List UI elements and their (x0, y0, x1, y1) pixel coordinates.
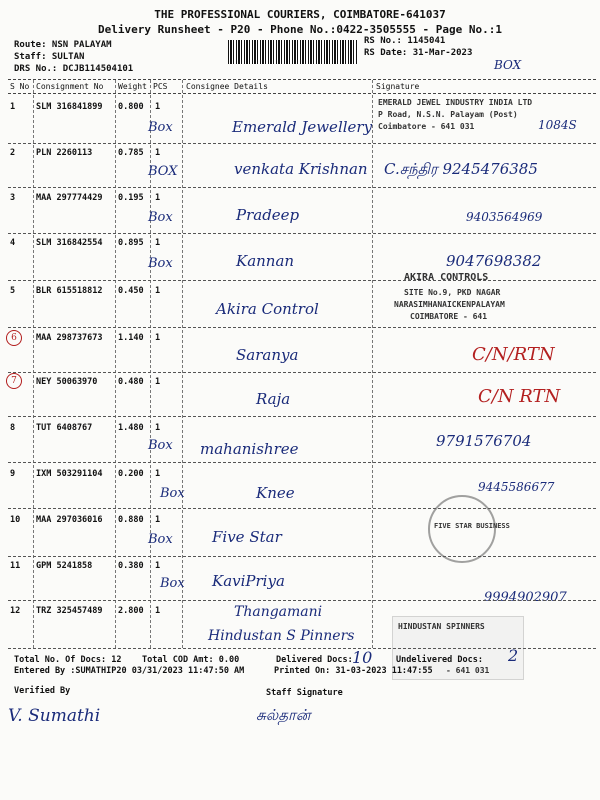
row-divider (8, 416, 596, 417)
printed-on: Printed On: 31-03-2023 11:47:55 (274, 666, 433, 676)
row-consignee: Saranya (236, 346, 299, 364)
row-sno: 1 (10, 102, 16, 112)
row-pcs: 1 (155, 606, 161, 616)
total-cod: Total COD Amt: 0.00 (142, 655, 240, 665)
header-top-rule (8, 79, 596, 80)
stamp-hindustan: HINDUSTAN SPINNERS (398, 622, 485, 631)
staff: Staff: SULTAN (14, 52, 85, 62)
row-consignment: IXM 503291104 (36, 469, 103, 479)
row-pcs: 1 (155, 423, 161, 433)
staff-signature-label: Staff Signature (266, 688, 343, 698)
row-consignee: Pradeep (236, 206, 300, 224)
col-weight: Weight (118, 82, 147, 91)
stamp-fivestar: FIVE STAR BUSINESS (434, 522, 510, 530)
row-signature: 1084S (538, 118, 577, 132)
row-pcs: 1 (155, 286, 161, 296)
stamp-akira: COIMBATORE - 641 (410, 312, 488, 321)
row-consignment: MAA 297036016 (36, 515, 103, 525)
row-box-note: Box (148, 532, 173, 547)
row-consignment: PLN 2260113 (36, 148, 93, 158)
row-signature: C.சந்திர 9245476385 (384, 160, 538, 178)
stamp-akira: SITE No.9, PKD NAGAR (404, 288, 501, 297)
row-weight: 0.450 (118, 286, 144, 296)
row-weight: 0.195 (118, 193, 144, 203)
row-consignment: TUT 6408767 (36, 423, 93, 433)
undelivered-docs-hand: 2 (508, 646, 519, 665)
row-consignment: TRZ 325457489 (36, 606, 103, 616)
delivered-docs-hand: 10 (352, 648, 373, 667)
row-divider (8, 143, 596, 144)
row-circle-mark: 7 (6, 373, 22, 389)
row-weight: 0.880 (118, 515, 144, 525)
row-pcs: 1 (155, 193, 161, 203)
row-divider (8, 233, 596, 234)
row-divider (8, 462, 596, 463)
row-sno: 2 (10, 148, 16, 158)
row-sno: 11 (10, 561, 21, 571)
row-consignee: Knee (256, 484, 295, 502)
row-pcs: 1 (155, 333, 161, 343)
row-consignee: Kannan (236, 252, 295, 270)
row-consignee: Akira Control (216, 300, 319, 318)
row-pcs: 1 (155, 515, 161, 525)
runsheet-subtitle: Delivery Runsheet - P20 - Phone No.:0422-3505555 - Page No.:1 (98, 23, 502, 36)
row-pcs: 1 (155, 148, 161, 158)
col-divider (182, 80, 183, 648)
row-signature: 9047698382 (446, 252, 542, 270)
row-box-note: Box (148, 256, 173, 271)
row-signature: 9994902907 (484, 590, 567, 605)
row-box-note: Box (148, 438, 173, 453)
row-weight: 0.200 (118, 469, 144, 479)
route: Route: NSN PALAYAM (14, 40, 112, 50)
verified-signature: V. Sumathi (8, 706, 101, 726)
col-sno: S No (10, 82, 30, 91)
row-sno: 10 (10, 515, 21, 525)
col-consignee: Consignee Details (186, 82, 268, 91)
row-box-note: Box (148, 210, 173, 225)
row-weight: 0.480 (118, 377, 144, 387)
row-sno: 5 (10, 286, 16, 296)
row-divider (8, 280, 596, 281)
row-sno: 3 (10, 193, 16, 203)
col-divider (115, 80, 116, 648)
stamp-emerald: P Road, N.S.N. Palayam (Post) (378, 110, 518, 119)
row-consignee: Five Star (212, 528, 282, 546)
row-divider (8, 508, 596, 509)
col-consignment: Consignment No (36, 82, 104, 91)
row-sno: 9 (10, 469, 16, 479)
row-circle-mark: 6 (6, 330, 22, 346)
row-consignment: MAA 298737673 (36, 333, 103, 343)
total-docs: Total No. Of Docs: 12 (14, 655, 122, 665)
entered-by: Entered By :SUMATHIP20 03/31/2023 11:47:50 AM (14, 666, 245, 676)
row-consignment: SLM 316841899 (36, 102, 103, 112)
row-consignee: venkata Krishnan (234, 160, 368, 178)
row-pcs: 1 (155, 561, 161, 571)
row-consignment: MAA 297774429 (36, 193, 103, 203)
row-weight: 0.800 (118, 102, 144, 112)
row-divider (8, 600, 596, 601)
row-sno: 8 (10, 423, 16, 433)
row-consignee: Raja (256, 390, 291, 408)
row-pcs: 1 (155, 102, 161, 112)
row-pcs: 1 (155, 377, 161, 387)
row-weight: 1.480 (118, 423, 144, 433)
row-signature: 9445586677 (478, 480, 555, 494)
company-title: THE PROFESSIONAL COURIERS, COIMBATORE-641037 (154, 8, 446, 21)
row-divider (8, 556, 596, 557)
row-consignment: GPM 5241858 (36, 561, 93, 571)
row-box-note: BOX (148, 164, 178, 179)
col-signature: Signature (376, 82, 420, 91)
header-box-note: BOX (494, 58, 522, 72)
undelivered-docs-label: Undelivered Docs: (396, 655, 483, 665)
row-weight: 1.140 (118, 333, 144, 343)
stamp-hindustan: - 641 031 (446, 666, 490, 675)
row-sno: 12 (10, 606, 21, 616)
row-weight: 0.785 (118, 148, 144, 158)
row-consignment: SLM 316842554 (36, 238, 103, 248)
row-pcs: 1 (155, 238, 161, 248)
row-sno: 4 (10, 238, 16, 248)
barcode (228, 40, 358, 64)
row-signature: 9791576704 (436, 432, 532, 450)
row-signature: C/N RTN (478, 386, 561, 407)
stamp-akira: NARASIMHANAICKENPALAYAM (394, 300, 505, 309)
col-divider (33, 80, 34, 648)
verified-by-label: Verified By (14, 686, 71, 696)
row-box-note: Box (160, 576, 185, 591)
row-weight: 0.895 (118, 238, 144, 248)
col-divider (372, 80, 373, 648)
row-consignment: NEY 50063970 (36, 377, 98, 387)
col-pcs: PCS (153, 82, 168, 91)
row-consignment: BLR 615518812 (36, 286, 103, 296)
rs-date: RS Date: 31-Mar-2023 (364, 48, 473, 58)
row-divider (8, 372, 596, 373)
drs-number: DRS No.: DCJB114504101 (14, 64, 134, 74)
staff-signature: சுல்தான் (256, 706, 311, 724)
row-divider (8, 327, 596, 328)
stamp-emerald: Coimbatore - 641 031 (378, 122, 475, 131)
row-consignee: KaviPriya (212, 572, 285, 590)
rs-number: RS No.: 1145041 (364, 36, 446, 46)
stamp-emerald: EMERALD JEWEL INDUSTRY INDIA LTD (378, 98, 533, 107)
stamp-akira: AKIRA CONTROLS (404, 272, 489, 283)
row-box-note: Box (148, 120, 173, 135)
row-weight: 0.380 (118, 561, 144, 571)
header-bottom-rule (8, 93, 596, 94)
row-consignee: Thangamani (234, 604, 323, 620)
row-consignee-2: Hindustan S Pinners (208, 628, 355, 644)
row-weight: 2.800 (118, 606, 144, 616)
row-consignee: Emerald Jewellery (232, 118, 373, 136)
row-consignee: mahanishree (200, 440, 299, 458)
delivered-docs-label: Delivered Docs: (276, 655, 353, 665)
row-signature: C/N/RTN (472, 344, 555, 365)
row-divider (8, 187, 596, 188)
row-box-note: Box (160, 486, 185, 501)
row-signature: 9403564969 (466, 210, 543, 224)
row-pcs: 1 (155, 469, 161, 479)
